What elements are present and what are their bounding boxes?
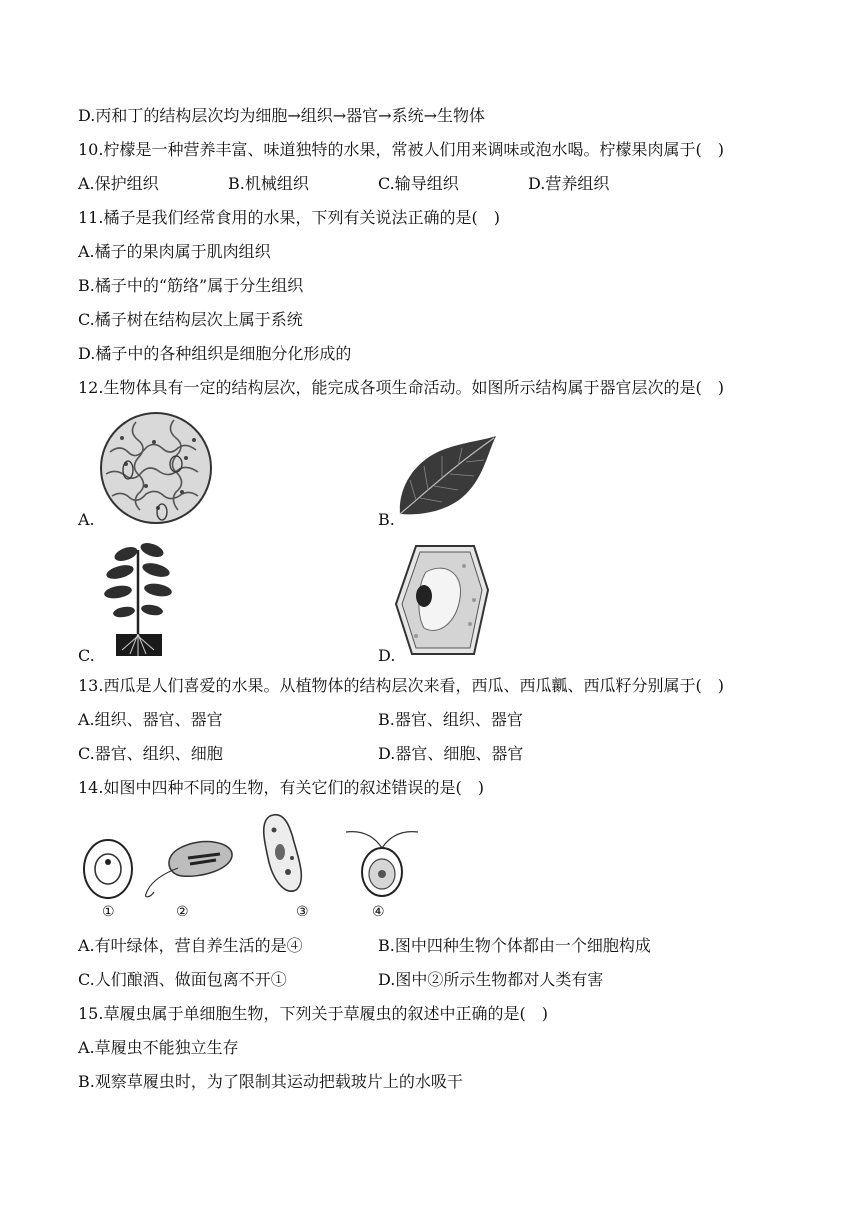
q12-label-a: A. bbox=[78, 510, 95, 529]
q13-option-b: B.器官、组织、器官 bbox=[378, 710, 523, 729]
q14-organism-1-yeast bbox=[82, 838, 134, 900]
q12-label-c: C. bbox=[78, 646, 95, 665]
q15-option-a: A.草履虫不能独立生存 bbox=[78, 1038, 239, 1057]
question-12: 12.生物体具有一定的结构层次，能完成各项生命活动。如图所示结构属于器官层次的是( ) bbox=[78, 378, 724, 397]
q10-option-a: A.保护组织 bbox=[78, 174, 159, 193]
q13-option-a: A.组织、器官、器官 bbox=[78, 710, 223, 729]
q11-option-d: D.橘子中的各种组织是细胞分化形成的 bbox=[78, 344, 352, 363]
q14-organism-3-paramecium bbox=[260, 812, 308, 894]
q14-option-b: B.图中四种生物个体都由一个细胞构成 bbox=[378, 936, 651, 955]
q11-option-b: B.橘子中的“筋络”属于分生组织 bbox=[78, 276, 304, 295]
q14-figure-label-3: ③ bbox=[296, 904, 309, 920]
q12-figure-b-leaf bbox=[396, 436, 498, 516]
q14-option-a: A.有叶绿体，营自养生活的是④ bbox=[78, 936, 303, 955]
q10-option-d: D.营养组织 bbox=[528, 174, 610, 193]
q13-option-d: D.器官、细胞、器官 bbox=[378, 744, 524, 763]
q12-figure-c-plant bbox=[100, 540, 176, 658]
q9-option-d: D.丙和丁的结构层次均为细胞→组织→器官→系统→生物体 bbox=[78, 106, 485, 125]
q10-option-c: C.输导组织 bbox=[378, 174, 459, 193]
question-13: 13.西瓜是人们喜爱的水果。从植物体的结构层次来看，西瓜、西瓜瓤、西瓜籽分别属于( ) bbox=[78, 676, 724, 695]
question-11: 11.橘子是我们经常食用的水果，下列有关说法正确的是( ) bbox=[78, 208, 500, 227]
q12-figure-d-plant-cell bbox=[394, 544, 490, 656]
q14-figure-label-2: ② bbox=[176, 904, 189, 920]
q14-option-d: D.图中②所示生物都对人类有害 bbox=[378, 970, 604, 989]
q14-organism-2-bacterium bbox=[140, 838, 240, 898]
question-15: 15.草履虫属于单细胞生物，下列关于草履虫的叙述中正确的是( ) bbox=[78, 1004, 548, 1023]
q12-label-b: B. bbox=[378, 510, 395, 529]
question-10: 10.柠檬是一种营养丰富、味道独特的水果，常被人们用来调味或泡水喝。柠檬果肉属于( ) bbox=[78, 140, 724, 159]
q13-option-c: C.器官、组织、细胞 bbox=[78, 744, 223, 763]
q10-option-b: B.机械组织 bbox=[228, 174, 309, 193]
q12-figure-a-tissue bbox=[96, 412, 216, 524]
q14-figure-label-1: ① bbox=[102, 904, 115, 920]
q14-figure-label-4: ④ bbox=[372, 904, 385, 920]
question-14: 14.如图中四种不同的生物，有关它们的叙述错误的是( ) bbox=[78, 778, 484, 797]
q14-option-c: C.人们酿酒、做面包离不开① bbox=[78, 970, 287, 989]
q11-option-a: A.橘子的果肉属于肌肉组织 bbox=[78, 242, 271, 261]
q14-organism-4-chlamydomonas bbox=[344, 828, 420, 898]
q12-label-d: D. bbox=[378, 646, 396, 665]
q15-option-b: B.观察草履虫时，为了限制其运动把载玻片上的水吸干 bbox=[78, 1072, 463, 1091]
q11-option-c: C.橘子树在结构层次上属于系统 bbox=[78, 310, 303, 329]
